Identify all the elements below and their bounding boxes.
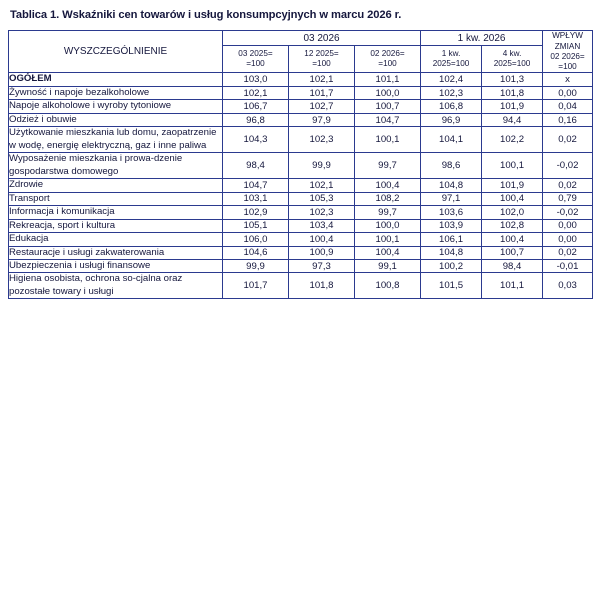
table-body	[9, 73, 593, 299]
subheader-col-5-line-1: 4 kw.	[502, 49, 522, 59]
table-row	[9, 233, 593, 246]
row-value: 101,7	[223, 273, 289, 299]
row-value: 100,2	[421, 260, 482, 273]
subheader-col-4	[421, 46, 482, 73]
row-value: 97,1	[421, 192, 482, 205]
impact-line-4: =100	[558, 62, 577, 72]
row-value: 102,3	[289, 127, 355, 153]
row-value: 102,3	[289, 206, 355, 219]
row-value: 100,0	[355, 219, 421, 232]
row-value: 106,0	[223, 233, 289, 246]
row-value: -0,02	[543, 153, 593, 179]
row-value: 104,7	[355, 113, 421, 126]
table-row	[9, 153, 593, 179]
row-value: 96,8	[223, 113, 289, 126]
subheader-col-5	[482, 46, 543, 73]
row-value: x	[543, 73, 593, 86]
row-value: 100,1	[355, 233, 421, 246]
subheader-col-3-line-2: =100	[378, 59, 397, 69]
row-value: 0,03	[543, 273, 593, 299]
row-value: 101,9	[482, 100, 543, 113]
row-value: 100,8	[355, 273, 421, 299]
row-value: 104,3	[223, 127, 289, 153]
row-value: 94,4	[482, 113, 543, 126]
row-value: 0,16	[543, 113, 593, 126]
subheader-col-4-line-2: 2025=100	[432, 59, 470, 69]
table-row	[9, 260, 593, 273]
row-value: 102,1	[289, 73, 355, 86]
row-value: -0,02	[543, 206, 593, 219]
row-label: Rekreacja, sport i kultura	[9, 219, 223, 232]
row-value: 102,3	[421, 86, 482, 99]
row-value: 102,2	[482, 127, 543, 153]
row-value: 0,00	[543, 219, 593, 232]
table-row	[9, 246, 593, 259]
table-row	[9, 113, 593, 126]
row-value: 99,9	[223, 260, 289, 273]
row-value: 100,4	[289, 233, 355, 246]
subheader-col-2	[289, 46, 355, 73]
row-value: 100,0	[355, 86, 421, 99]
subheader-col-2-line-2: =100	[312, 59, 331, 69]
row-value: 0,00	[543, 233, 593, 246]
stub-header: WYSZCZEGÓLNIENIE	[9, 31, 223, 73]
page-title: Tablica 1. Wskaźniki cen towarów i usług konsumpcyjnych w marcu 2026 r.	[10, 9, 402, 21]
row-value: 104,8	[421, 179, 482, 192]
row-value: 102,1	[223, 86, 289, 99]
row-value: 101,7	[289, 86, 355, 99]
table-row	[9, 273, 593, 299]
row-value: 97,3	[289, 260, 355, 273]
row-label: Restauracje i usługi zakwaterowania	[9, 246, 223, 259]
row-value: 100,4	[482, 233, 543, 246]
row-value: 108,2	[355, 192, 421, 205]
row-label: Wyposażenie mieszkania i prowa-dzenie gospodarstwa domowego	[9, 153, 223, 179]
price-index-table	[8, 30, 593, 299]
row-value: 104,8	[421, 246, 482, 259]
table-header	[9, 31, 593, 73]
row-label: Użytkowanie mieszkania lub domu, zaopatrzenie w wodę, energię elektryczną, gaz i inne paliwa	[9, 127, 223, 153]
table-row	[9, 179, 593, 192]
row-value: 103,9	[421, 219, 482, 232]
table-row	[9, 86, 593, 99]
row-label: Odzież i obuwie	[9, 113, 223, 126]
row-value: 101,9	[482, 179, 543, 192]
group-header-month: 03 2026	[223, 31, 421, 46]
row-value: 106,8	[421, 100, 482, 113]
table-row	[9, 192, 593, 205]
row-value: 103,1	[223, 192, 289, 205]
row-value: 102,8	[482, 219, 543, 232]
row-label: Transport	[9, 192, 223, 205]
row-value: 100,1	[355, 127, 421, 153]
subheader-col-5-line-2: 2025=100	[493, 59, 531, 69]
row-value: 0,02	[543, 246, 593, 259]
subheader-col-1-line-1: 03 2025=	[238, 49, 273, 59]
row-value: 100,1	[482, 153, 543, 179]
row-value: 104,1	[421, 127, 482, 153]
impact-line-3: 02 2026=	[550, 51, 585, 61]
row-value: 98,4	[482, 260, 543, 273]
row-value: 96,9	[421, 113, 482, 126]
row-label: Edukacja	[9, 233, 223, 246]
row-value: 104,7	[223, 179, 289, 192]
row-label: Zdrowie	[9, 179, 223, 192]
row-value: 101,1	[482, 273, 543, 299]
row-value: 99,7	[355, 206, 421, 219]
row-value: 101,3	[482, 73, 543, 86]
subheader-col-1-line-2: =100	[246, 59, 265, 69]
row-value: 102,4	[421, 73, 482, 86]
subheader-col-1	[223, 46, 289, 73]
table-row	[9, 127, 593, 153]
row-value: -0,01	[543, 260, 593, 273]
row-value: 98,4	[223, 153, 289, 179]
row-value: 106,7	[223, 100, 289, 113]
row-value: 99,1	[355, 260, 421, 273]
row-value: 98,6	[421, 153, 482, 179]
row-value: 100,4	[355, 246, 421, 259]
row-value: 100,4	[355, 179, 421, 192]
row-value: 100,7	[482, 246, 543, 259]
row-value: 0,02	[543, 127, 593, 153]
subheader-col-4-line-1: 1 kw.	[441, 49, 461, 59]
row-value: 100,9	[289, 246, 355, 259]
row-value: 105,3	[289, 192, 355, 205]
row-label: OGÓŁEM	[9, 73, 223, 86]
table-row	[9, 219, 593, 232]
row-label: Informacja i komunikacja	[9, 206, 223, 219]
row-value: 103,4	[289, 219, 355, 232]
table-row	[9, 206, 593, 219]
row-value: 0,04	[543, 100, 593, 113]
row-value: 0,02	[543, 179, 593, 192]
row-value: 102,7	[289, 100, 355, 113]
impact-line-1: WPŁYW	[552, 31, 583, 41]
row-label: Higiena osobista, ochrona so-cjalna oraz pozostałe towary i usługi	[9, 273, 223, 299]
row-label: Napoje alkoholowe i wyroby tytoniowe	[9, 100, 223, 113]
row-value: 100,7	[355, 100, 421, 113]
table-row	[9, 100, 593, 113]
header-row-groups	[9, 31, 593, 46]
row-value: 101,8	[482, 86, 543, 99]
row-label: Ubezpieczenia i usługi finansowe	[9, 260, 223, 273]
row-value: 0,79	[543, 192, 593, 205]
row-value: 104,6	[223, 246, 289, 259]
table-row	[9, 73, 593, 86]
row-value: 103,6	[421, 206, 482, 219]
row-value: 101,1	[355, 73, 421, 86]
row-value: 0,00	[543, 86, 593, 99]
row-value: 101,5	[421, 273, 482, 299]
row-value: 99,7	[355, 153, 421, 179]
row-value: 106,1	[421, 233, 482, 246]
subheader-col-3	[355, 46, 421, 73]
row-value: 100,4	[482, 192, 543, 205]
row-value: 103,0	[223, 73, 289, 86]
subheader-col-2-line-1: 12 2025=	[304, 49, 339, 59]
header-impact-of-changes	[543, 31, 593, 73]
row-value: 97,9	[289, 113, 355, 126]
row-value: 105,1	[223, 219, 289, 232]
row-label: Żywność i napoje bezalkoholowe	[9, 86, 223, 99]
row-value: 102,0	[482, 206, 543, 219]
subheader-col-3-line-1: 02 2026=	[370, 49, 405, 59]
group-header-quarter: 1 kw. 2026	[421, 31, 543, 46]
row-value: 101,8	[289, 273, 355, 299]
row-value: 102,9	[223, 206, 289, 219]
impact-line-2: ZMIAN	[554, 41, 581, 51]
row-value: 102,1	[289, 179, 355, 192]
row-value: 99,9	[289, 153, 355, 179]
